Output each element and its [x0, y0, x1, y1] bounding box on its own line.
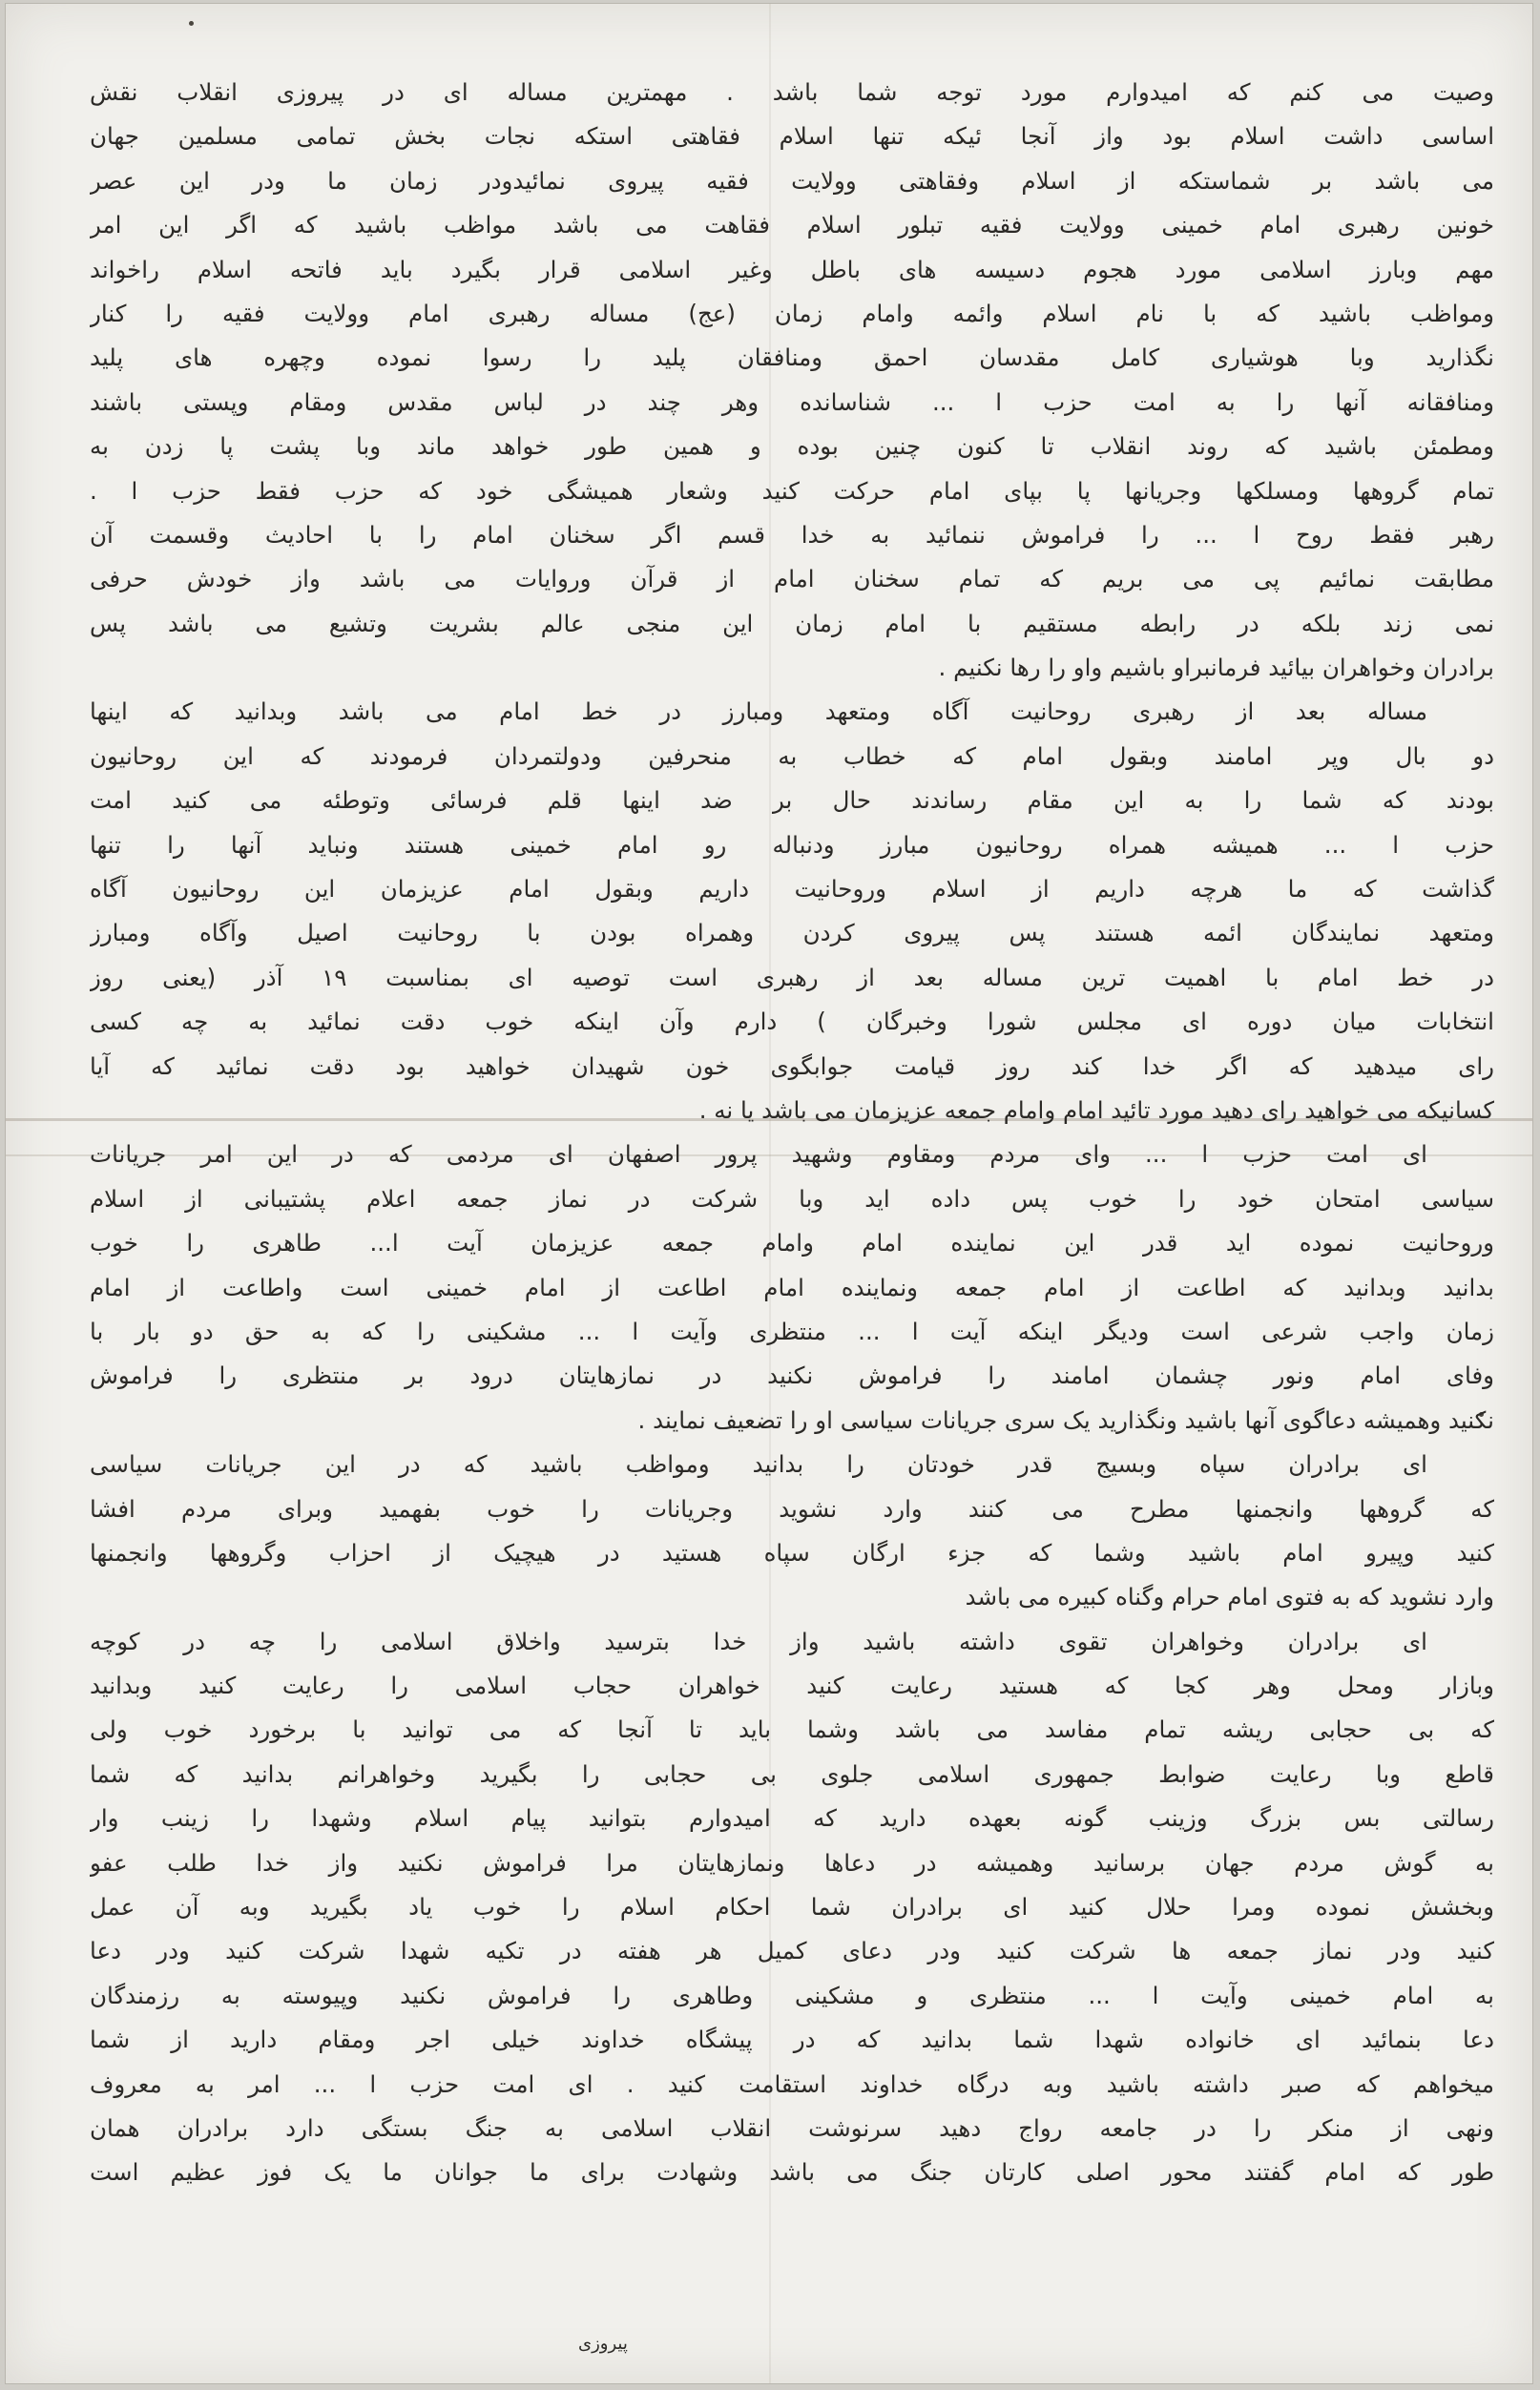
- text-line: ومواظب باشید که با نام اسلام وائمه وامام زمان (عج) مساله رهبری امام وولایت فقیه را کنار: [90, 299, 1494, 327]
- text-line: وصیت می کنم که امیدوارم مورد توجه شما باشد . مهمترین مساله ای در پیروزی انقلاب نقش: [90, 78, 1494, 106]
- text-line: ومتعهد نمایندگان ائمه هستند پس پیروی کردن وهمراه بودن با روحانیت اصیل وآگاه ومبارز: [90, 919, 1494, 947]
- ink-speck: [189, 21, 194, 26]
- text-line: وارد نشوید که به فتوی امام حرام وگناه کبیره می باشد: [965, 1583, 1494, 1611]
- text-line: ای برادران وخواهران تقوی داشته باشید واز خدا بترسید واخلاق اسلامی را چه در کوچه: [90, 1627, 1427, 1655]
- text-line: نمی زند بلکه در رابطه مستقیم با امام زمان این منجی عالم بشریت وتشیع می باشد پس: [90, 609, 1494, 637]
- text-line: ومطمئن باشید که روند انقلاب تا کنون چنین بوده و همین طور خواهد ماند وبا پشت پا زدن به: [90, 432, 1494, 461]
- text-line: دعا بنمائید ای خانواده شهدا شما بدانید که در پیشگاه خداوند خیلی اجر ومقام دارید از شما: [90, 2026, 1494, 2054]
- text-line: کسانیکه می خواهید رای دهید مورد تائید امام وامام جمعه عزیزمان می باشد یا نه .: [698, 1095, 1494, 1124]
- text-line: سیاسی امتحان خود را خوب پس داده اید وبا شرکت در نماز جمعه اعلام پشتیبانی از اسلام: [90, 1184, 1494, 1213]
- text-line: نگذارید وبا هوشیاری کامل مقدسان احمق ومنافقان پلید را رسوا نموده وچهره های پلید: [90, 343, 1494, 372]
- text-line: وبازار ومحل وهر کجا که هستید رعایت کنید خواهران حجاب اسلامی را رعایت کنید وبدانید: [90, 1672, 1494, 1700]
- text-line: قاطع وبا رعایت ضوابط جمهوری اسلامی جلوی بی حجابی را بگیرید وخواهرانم بدانید که شما: [90, 1759, 1494, 1788]
- text-line: ومنافقانه آنها را به امت حزب ا ... شناسانده وهر چند در لباس مقدس ومقام وپستی باشند: [90, 387, 1494, 416]
- text-line: در خط امام با اهمیت ترین مساله بعد از رهبری است توصیه ای بمناسبت ۱۹ آذر (یعنی روز: [90, 963, 1494, 991]
- text-line: مطابقت نمائیم پی می بریم که تمام سخنان امام از قرآن وروایات می باشد واز خودش حرفی: [90, 565, 1494, 593]
- text-line: زمان واجب شرعی است ودیگر اینکه آیت ا ... منتظری وآیت ا ... مشکینی را که به حق دو بار با: [90, 1317, 1494, 1345]
- handwritten-insertion: پیروزی: [578, 2334, 628, 2354]
- text-line: برادران وخواهران بیائید فرمانبراو باشیم واو را رها نکنیم .: [938, 654, 1494, 682]
- text-line: طور که امام گفتند محور اصلی کارتان جنگ می باشد وشهادت برای ما جوانان ما یک فوز عظیم است: [90, 2158, 1494, 2187]
- text-line: گذاشت که ما هرچه داریم از اسلام وروحانیت داریم وبقول امام عزیزمان این روحانیون آگاه: [90, 875, 1494, 904]
- text-line: وروحانیت نموده اید قدر این نماینده امام وامام جمعه عزیزمان آیت ا... طاهری را خوب: [90, 1229, 1494, 1257]
- text-line: وبخشش نموده ومرا حلال کنید ای برادران شما احکام اسلام را خوب یاد بگیرید وبه آن عمل: [90, 1893, 1494, 1922]
- text-line: رای میدهید که اگر خدا کند روز قیامت جوابگوی خون شهیدان خواهید بود دقت نمائید که آیا: [90, 1051, 1494, 1080]
- text-line: رسالتی بس بزرگ وزینب گونه بعهده دارید که امیدوارم بتوانید پیام اسلام وشهدا را زینب وار: [90, 1804, 1494, 1833]
- text-line: به گوش مردم جهان برسانید وهمیشه در دعاها ونمازهایتان مرا فراموش نکنید واز خدا طلب عفو: [90, 1848, 1494, 1877]
- text-line: حزب ا ... همیشه همراه روحانیون مبارز ودنباله رو امام خمینی هستند ونباید آنها را تنها: [90, 830, 1494, 859]
- text-line: کنید ودر نماز جمعه ها شرکت کنید ودر دعای کمیل هر هفته در تکیه شهدا شرکت کنید ودر دعا: [90, 1937, 1494, 1965]
- text-line: به امام خمینی وآیت ا ... منتظری و مشکینی وطاهری را فراموش نکنید وپیوسته به رزمندگان: [90, 1981, 1494, 2009]
- text-line: دو بال وپر امامند وبقول امام که خطاب به منحرفین ودولتمردان فرمودند که این روحانیون: [90, 741, 1494, 770]
- document-page: [6, 4, 1532, 2383]
- text-line: انتخابات میان دوره ای مجلس شورا وخبرگان ) دارم وآن اینکه خوب دقت نمائید به چه کسی: [90, 1008, 1494, 1036]
- text-line: بدانید وبدانید که اطاعت از امام جمعه ونماینده امام اطاعت از امام خمینی است واطاعت از امام: [90, 1273, 1494, 1301]
- text-line: که بی حجابی ریشه تمام مفاسد می باشد وشما باید تا آنجا که می توانید با برخورد خوب ولی: [90, 1715, 1494, 1744]
- text-line: که گروهها وانجمنها مطرح می کنند وارد نشوید وجریانات را خوب بفهمید وبرای مردم افشا: [90, 1494, 1494, 1523]
- text-line: کنید وپیرو امام باشید وشما که جزء ارگان سپاه هستید در هیچیک از احزاب وگروهها وانجمنها: [90, 1538, 1494, 1567]
- text-line: مساله بعد از رهبری روحانیت آگاه ومتعهد ومبارز در خط امام می باشد وبدانید که اینها: [90, 697, 1427, 726]
- typewritten-body: [90, 71, 1494, 2195]
- text-line: نکنید وهمیشه دعاگوی آنها باشید ونگذارید یک سری جریانات سیاسی او را تضعیف نمایند .: [637, 1405, 1494, 1434]
- text-line: تمام گروهها ومسلکها وجریانها پا بپای امام حرکت کنید وشعار همیشگی خود که حزب فقط حزب ا .: [90, 476, 1494, 505]
- text-line: می باشد بر شماستکه از اسلام وفقاهتی وولایت فقیه پیروی نمائیدودر زمان ما ودر این عصر: [90, 166, 1494, 195]
- text-line: بودند که شما را به این مقام رساندند حال بر ضد اینها قلم فرسائی وتوطئه می کنید امت: [90, 786, 1494, 815]
- text-line: ای برادران سپاه وبسیج قدر خودتان را بدانید ومواظب باشید که در این جریانات سیاسی: [90, 1450, 1427, 1479]
- text-line: ونهی از منکر را در جامعه رواج دهید سرنوشت انقلاب اسلامی به جنگ بستگی دارد برادران همان: [90, 2113, 1494, 2142]
- text-line: خونین رهبری امام خمینی وولایت فقیه تبلور اسلام فقاهت می باشد مواظب باشید که اگر این امر: [90, 211, 1494, 239]
- text-line: وفای امام ونور چشمان امامند را فراموش نکنید در نمازهایتان درود بر منتظری را فراموش: [90, 1361, 1494, 1390]
- text-line: میخواهم که صبر داشته باشید وبه درگاه خداوند استقامت کنید . ای امت حزب ا ... امر به معروف: [90, 2069, 1494, 2098]
- text-line: مهم وبارز اسلامی مورد هجوم دسیسه های باطل وغیر اسلامی قرار بگیرد باید فاتحه اسلام راخواند: [90, 255, 1494, 283]
- text-line: ای امت حزب ا ... وای مردم ومقاوم وشهید پرور اصفهان ای مردمی که در این امر جریانات: [90, 1140, 1427, 1169]
- text-line: رهبر فقط روح ا ... را فراموش ننمائید به خدا قسم اگر سخنان امام را با احادیث وقسمت آن: [90, 520, 1494, 549]
- text-line: اساسی داشت اسلام بود واز آنجا ئیکه تنها اسلام فقاهتی استکه نجات بخش تمامی مسلمین جهان: [90, 122, 1494, 151]
